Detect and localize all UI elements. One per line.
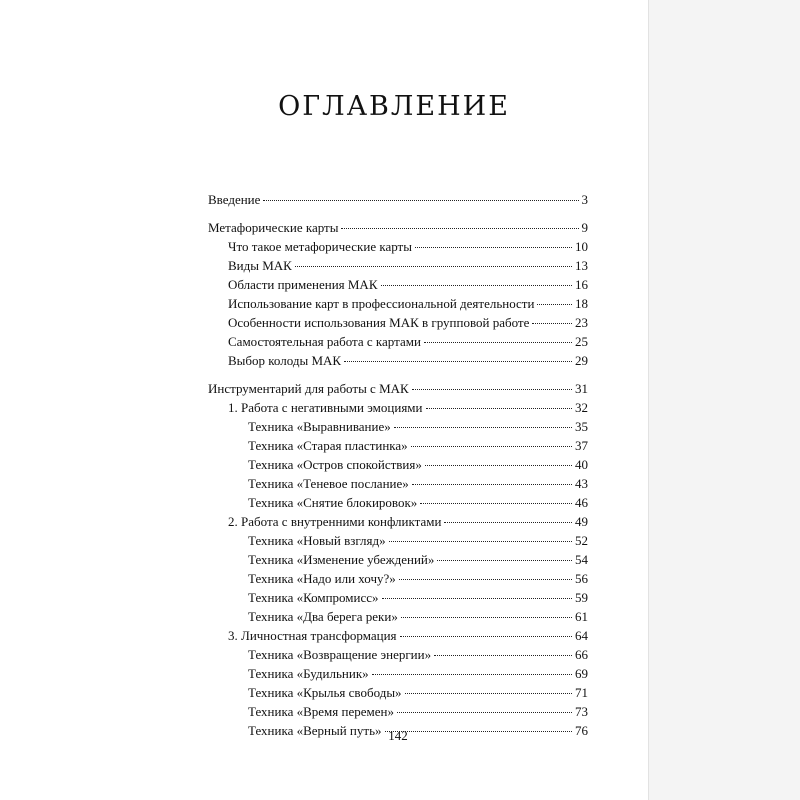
toc-entry[interactable] [208, 588, 588, 607]
toc-entry[interactable] [208, 417, 588, 436]
toc-entry-label: Самостоятельная работа с картами [228, 334, 421, 349]
dot-leader [437, 560, 572, 561]
toc-entry-label: Техника «Остров спокойствия» [248, 457, 422, 472]
dot-leader [295, 266, 572, 267]
toc-entry-page: 49 [575, 514, 588, 529]
toc-entry-page: 61 [575, 609, 588, 624]
toc-entry[interactable] [208, 218, 588, 237]
adjacent-page-edge [648, 0, 800, 800]
toc-entry-page: 59 [575, 590, 588, 605]
toc-entry[interactable] [208, 313, 588, 332]
toc-entry-label: Техника «Компромисс» [248, 590, 379, 605]
toc-entry-label: Инструментарий для работы с МАК [208, 381, 409, 396]
toc-entry-label: Техника «Выравнивание» [248, 419, 391, 434]
dot-leader [434, 655, 572, 656]
toc-entry[interactable] [208, 275, 588, 294]
toc-entry-page: 3 [581, 192, 588, 207]
toc-entry-page: 52 [575, 533, 588, 548]
toc-entry-page: 10 [575, 239, 588, 254]
toc-entry-label: Виды МАК [228, 258, 292, 273]
toc-entry-label: Техника «Будильник» [248, 666, 369, 681]
dot-leader [394, 427, 572, 428]
toc-entry-label: Использование карт в профессиональной деятельности [228, 296, 535, 311]
toc-entry-label: Техника «Изменение убеждений» [248, 552, 435, 567]
page-title: ОГЛАВЛЕНИЕ [278, 91, 510, 122]
toc-entry-page: 76 [575, 723, 588, 738]
toc-entry-label: Техника «Крылья свободы» [248, 685, 402, 700]
toc-entry-page: 16 [575, 277, 588, 292]
toc-entry-page: 56 [575, 571, 588, 586]
dot-leader [420, 503, 572, 504]
toc-entry-label: Введение [208, 192, 261, 207]
toc-entry[interactable] [208, 664, 588, 683]
toc-entry-page: 71 [575, 685, 588, 700]
dot-leader [415, 247, 572, 248]
toc-entry-label: Техника «Надо или хочу?» [248, 571, 396, 586]
toc-entry[interactable] [208, 190, 588, 209]
dot-leader [412, 389, 572, 390]
dot-leader [344, 361, 572, 362]
toc-entry[interactable] [208, 294, 588, 313]
toc-entry-page: 13 [575, 258, 588, 273]
toc-entry[interactable] [208, 531, 588, 550]
dot-leader [532, 323, 572, 324]
toc-entry[interactable] [208, 379, 588, 398]
toc-entry[interactable] [208, 493, 588, 512]
toc-entry[interactable] [208, 569, 588, 588]
section-gap [208, 209, 588, 218]
dot-leader [444, 522, 572, 523]
dot-leader [341, 228, 578, 229]
toc-entry-page: 69 [575, 666, 588, 681]
toc-entry-page: 35 [575, 419, 588, 434]
toc-entry-page: 37 [575, 438, 588, 453]
dot-leader [412, 484, 572, 485]
toc-entry-label: 2. Работа с внутренними конфликтами [228, 514, 442, 529]
table-of-contents [208, 190, 588, 740]
dot-leader [389, 541, 572, 542]
dot-leader [426, 408, 573, 409]
dot-leader [405, 693, 572, 694]
toc-entry-page: 23 [575, 315, 588, 330]
dot-leader [399, 579, 572, 580]
toc-entry[interactable] [208, 645, 588, 664]
toc-entry[interactable] [208, 550, 588, 569]
toc-entry-label: Что такое метафорические карты [228, 239, 412, 254]
toc-entry-label: Техника «Старая пластинка» [248, 438, 408, 453]
toc-entry[interactable] [208, 512, 588, 531]
dot-leader [411, 446, 572, 447]
toc-entry[interactable] [208, 455, 588, 474]
toc-entry-page: 73 [575, 704, 588, 719]
toc-entry[interactable] [208, 351, 588, 370]
toc-entry-label: Особенности использования МАК в групповой работе [228, 315, 530, 330]
toc-entry-page: 31 [575, 381, 588, 396]
toc-entry-page: 66 [575, 647, 588, 662]
toc-entry-page: 64 [575, 628, 588, 643]
toc-entry[interactable] [208, 398, 588, 417]
dot-leader [382, 598, 572, 599]
toc-entry[interactable] [208, 607, 588, 626]
toc-entry-label: 3. Личностная трансформация [228, 628, 397, 643]
toc-entry-label: Выбор колоды МАК [228, 353, 342, 368]
toc-entry-label: Области применения МАК [228, 277, 378, 292]
dot-leader [401, 617, 572, 618]
toc-entry-page: 29 [575, 353, 588, 368]
toc-entry-label: Техника «Новый взгляд» [248, 533, 386, 548]
toc-entry-label: Техника «Снятие блокировок» [248, 495, 418, 510]
toc-entry-label: Техника «Два берега реки» [248, 609, 398, 624]
toc-entry-page: 46 [575, 495, 588, 510]
page-number: 142 [388, 728, 408, 743]
toc-entry-label: Техника «Время перемен» [248, 704, 394, 719]
toc-entry-page: 32 [575, 400, 588, 415]
toc-entry-page: 43 [575, 476, 588, 491]
dot-leader [372, 674, 572, 675]
toc-entry[interactable] [208, 474, 588, 493]
toc-entry[interactable] [208, 237, 588, 256]
dot-leader [424, 342, 572, 343]
section-gap [208, 370, 588, 379]
toc-entry[interactable] [208, 626, 588, 645]
dot-leader [400, 636, 572, 637]
toc-entry[interactable] [208, 332, 588, 351]
toc-entry-page: 18 [575, 296, 588, 311]
toc-entry-page: 54 [575, 552, 588, 567]
toc-entry[interactable] [208, 256, 588, 275]
toc-entry-page: 40 [575, 457, 588, 472]
toc-entry[interactable] [208, 436, 588, 455]
dot-leader [263, 200, 578, 201]
toc-entry-label: Метафорические карты [208, 220, 339, 235]
toc-entry[interactable] [208, 702, 588, 721]
toc-entry-label: Техника «Верный путь» [248, 723, 382, 738]
toc-entry-page: 25 [575, 334, 588, 349]
dot-leader [537, 304, 572, 305]
toc-entry-label: Техника «Теневое послание» [248, 476, 409, 491]
toc-entry[interactable] [208, 683, 588, 702]
dot-leader [425, 465, 572, 466]
dot-leader [381, 285, 573, 286]
toc-entry-label: Техника «Возвращение энергии» [248, 647, 432, 662]
toc-entry-page: 9 [581, 220, 588, 235]
dot-leader [397, 712, 572, 713]
toc-entry-label: 1. Работа с негативными эмоциями [228, 400, 423, 415]
